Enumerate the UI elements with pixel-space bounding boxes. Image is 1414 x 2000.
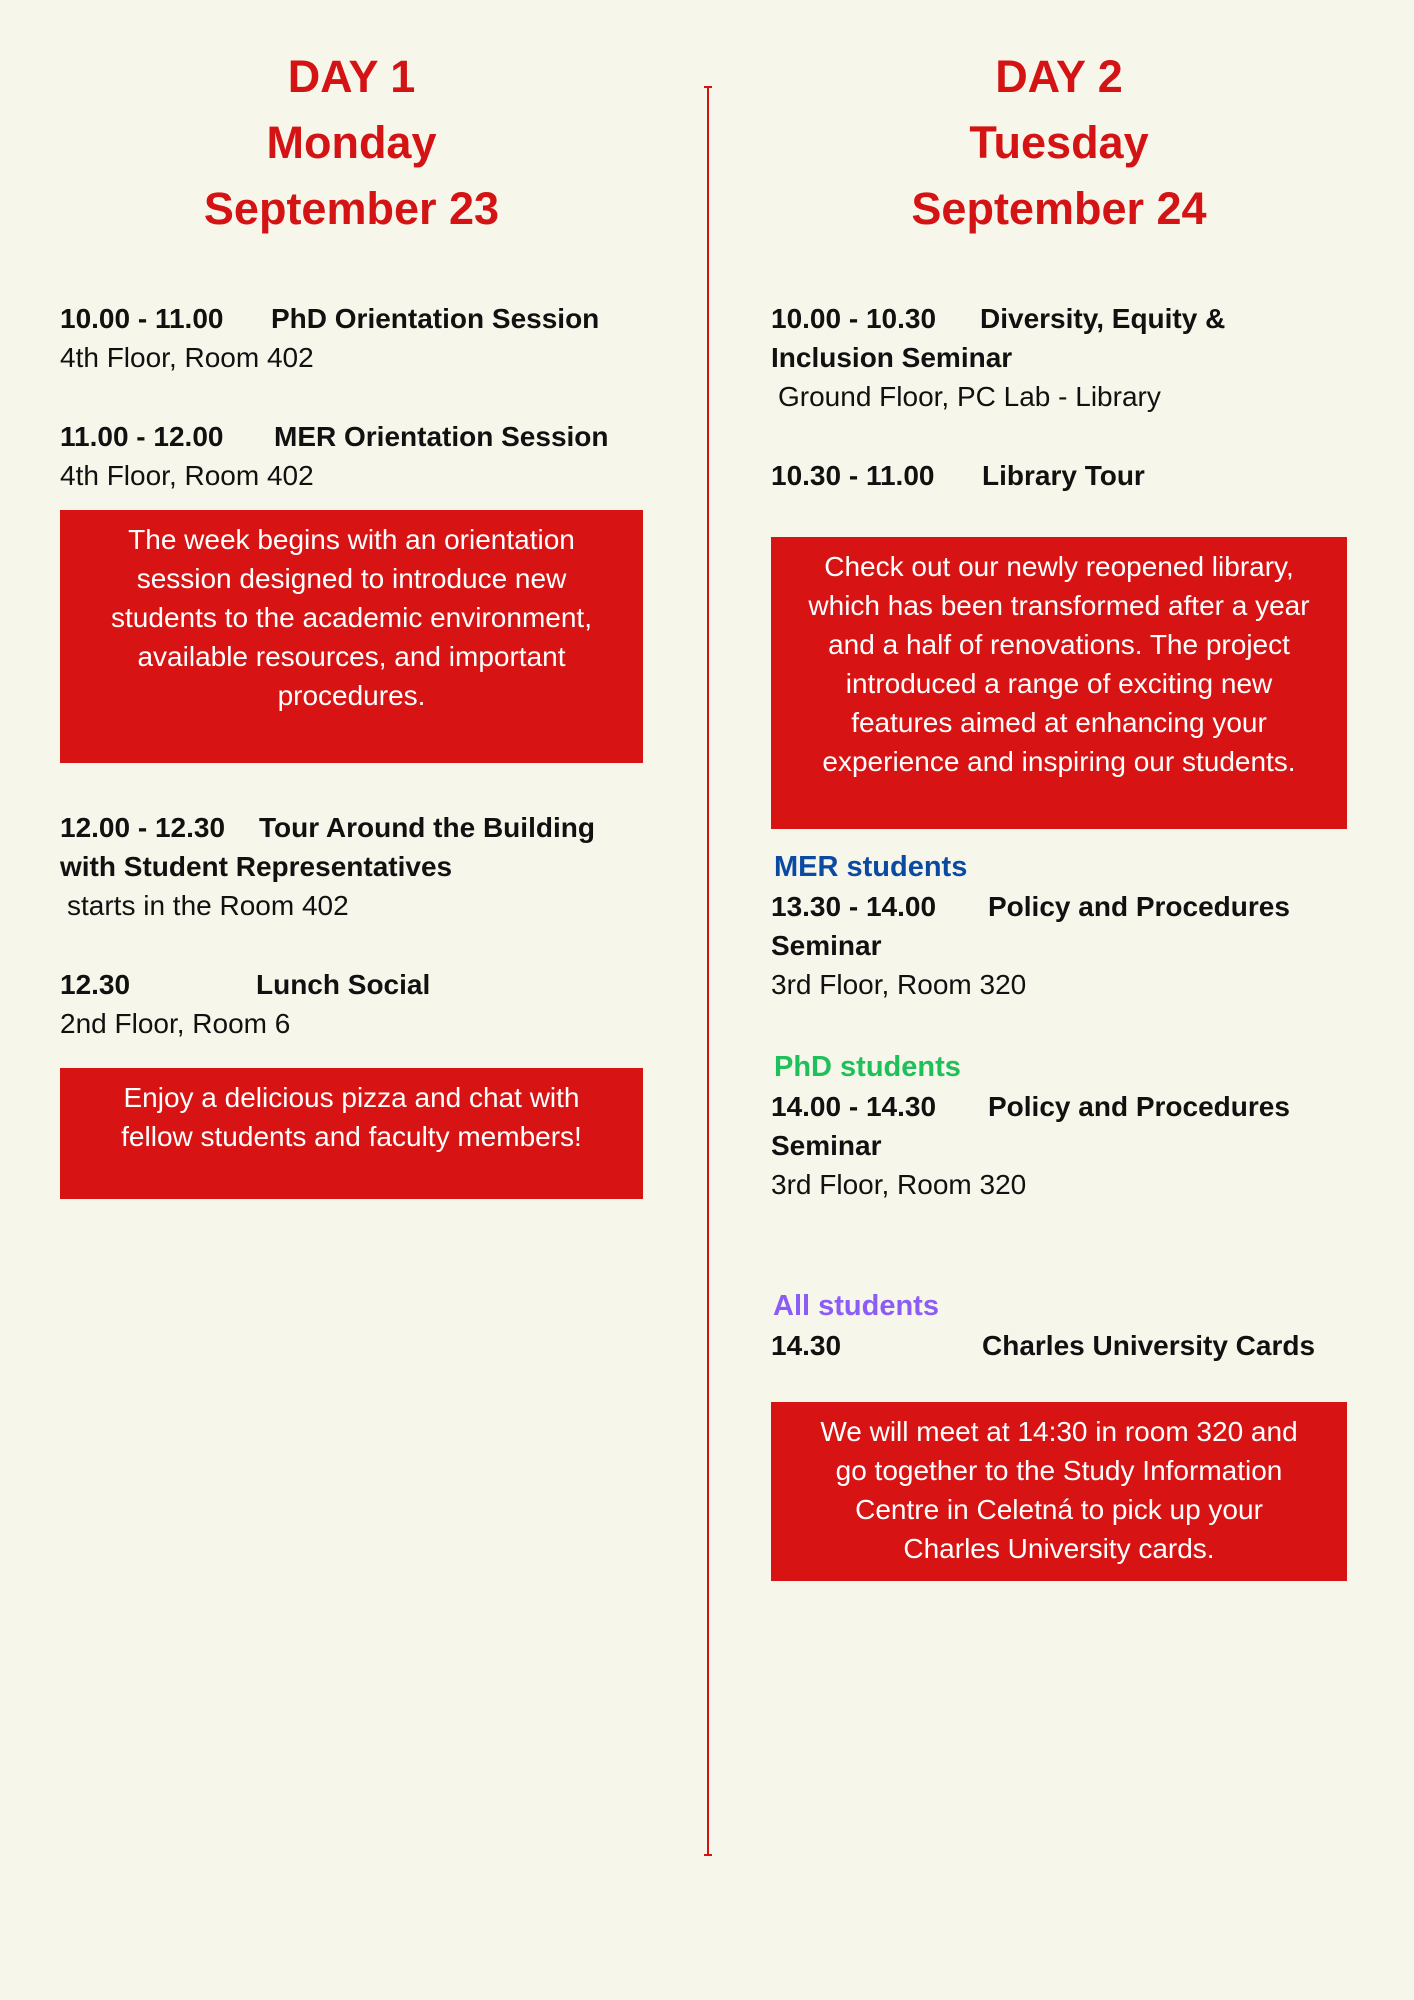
callout-line: Centre in Celetná to pick up your xyxy=(855,1494,1263,1525)
day1-event-3 xyxy=(60,808,643,925)
callout-line: available resources, and important xyxy=(137,641,566,672)
day1-event-1 xyxy=(60,299,643,377)
day2-event-3 xyxy=(771,847,1347,1004)
event-time: 10.00 - 11.00 xyxy=(60,303,224,334)
group-label-mer: MER students xyxy=(774,851,968,883)
event-title-continued: Seminar xyxy=(771,1130,882,1161)
callout-line: students to the academic environment, xyxy=(111,602,592,633)
event-title: Policy and Procedures xyxy=(988,891,1290,922)
callout-line: and a half of renovations. The project xyxy=(828,629,1290,660)
event-time: 12.30 xyxy=(60,969,131,1000)
day1-date: September 23 xyxy=(203,183,500,234)
event-title-continued: Seminar xyxy=(771,930,882,961)
day2-event-2 xyxy=(771,456,1347,495)
callout-line: which has been transformed after a year xyxy=(808,590,1310,621)
event-location: 4th Floor, Room 402 xyxy=(60,342,314,373)
event-title: Lunch Social xyxy=(256,969,431,1000)
event-time: 12.00 - 12.30 xyxy=(60,812,226,843)
event-title: PhD Orientation Session xyxy=(271,303,600,334)
event-time: 13.30 - 14.00 xyxy=(771,891,937,922)
day1-heading xyxy=(60,44,643,242)
day1-orientation-callout xyxy=(60,510,643,763)
event-time: 10.30 - 11.00 xyxy=(771,460,935,491)
event-title: MER Orientation Session xyxy=(274,421,609,452)
day1-label: DAY 1 xyxy=(287,51,416,102)
day2-cards-callout xyxy=(771,1402,1347,1581)
callout-line: fellow students and faculty members! xyxy=(121,1121,582,1152)
day2-label: DAY 2 xyxy=(995,51,1123,102)
day2-date: September 24 xyxy=(911,183,1207,234)
callout-line: session designed to introduce new xyxy=(136,563,567,594)
callout-line: features aimed at enhancing your xyxy=(851,707,1267,738)
event-time: 14.00 - 14.30 xyxy=(771,1091,937,1122)
day1-event-4 xyxy=(60,965,643,1043)
event-title: Diversity, Equity & xyxy=(980,303,1226,334)
event-location: 4th Floor, Room 402 xyxy=(60,460,314,491)
event-title: Library Tour xyxy=(982,460,1145,491)
callout-line: Charles University cards. xyxy=(903,1533,1215,1564)
event-title-continued: Inclusion Seminar xyxy=(771,342,1013,373)
event-location: Ground Floor, PC Lab - Library xyxy=(778,381,1161,412)
day2-library-callout xyxy=(771,537,1347,829)
callout-line: Check out our newly reopened library, xyxy=(824,551,1294,582)
callout-line: go together to the Study Information xyxy=(835,1455,1283,1486)
callout-line: introduced a range of exciting new xyxy=(845,668,1273,699)
event-location: 3rd Floor, Room 320 xyxy=(771,969,1027,1000)
day1-weekday: Monday xyxy=(266,117,437,168)
group-label-phd: PhD students xyxy=(774,1051,961,1083)
day2-event-4 xyxy=(771,1047,1347,1204)
event-time: 10.00 - 10.30 xyxy=(771,303,937,334)
event-title: Tour Around the Building xyxy=(259,812,595,843)
event-title-continued: with Student Representatives xyxy=(60,851,453,882)
callout-line: The week begins with an orientation xyxy=(128,524,575,555)
callout-line: Enjoy a delicious pizza and chat with xyxy=(123,1082,580,1113)
day2-event-5 xyxy=(771,1286,1347,1365)
day2-event-1 xyxy=(771,299,1347,416)
callout-line: experience and inspiring our students. xyxy=(822,746,1296,777)
day2-weekday: Tuesday xyxy=(969,117,1149,168)
callout-line: procedures. xyxy=(277,680,426,711)
event-location: 3rd Floor, Room 320 xyxy=(771,1169,1027,1200)
day2-heading xyxy=(771,44,1347,242)
group-label-all: All students xyxy=(773,1290,939,1322)
event-time: 14.30 xyxy=(771,1330,842,1361)
event-title: Charles University Cards xyxy=(982,1330,1316,1361)
event-title: Policy and Procedures xyxy=(988,1091,1290,1122)
event-location: starts in the Room 402 xyxy=(67,890,349,921)
event-location: 2nd Floor, Room 6 xyxy=(60,1008,291,1039)
day1-event-2 xyxy=(60,417,643,495)
callout-line: We will meet at 14:30 in room 320 and xyxy=(820,1416,1298,1447)
column-divider xyxy=(707,86,709,1856)
day1-lunch-callout xyxy=(60,1068,643,1199)
event-time: 11.00 - 12.00 xyxy=(60,421,224,452)
